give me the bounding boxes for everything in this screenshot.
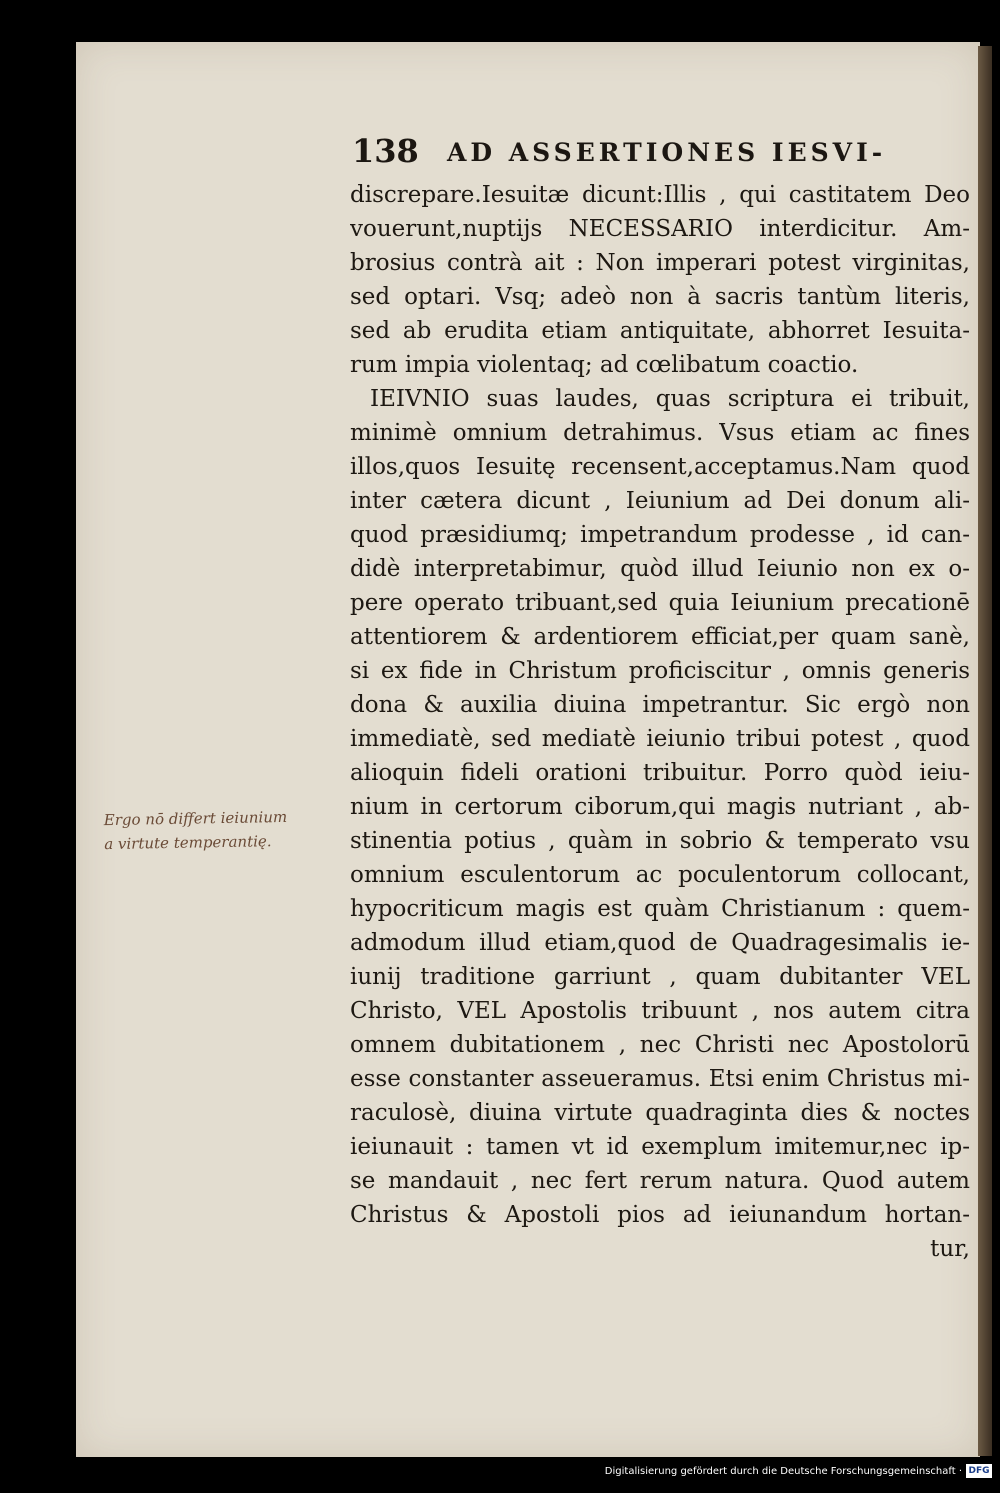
text-line: si ex fide in Christum proficiscitur , omnis generis [350,658,970,684]
text-line: didè interpretabimur, quòd illud Ieiunio non ex o- [350,556,970,582]
marginal-note-line: Ergo nō differt ieiunium [103,807,288,830]
page-header [352,132,972,172]
text-line: alioquin fideli orationi tribuitur. Porro quòd ieiu- [350,760,970,786]
text-line: quod præsidiumq; impetrandum prodesse , id can- [350,522,970,548]
text-line: attentiorem & ardentiorem efficiat,per quam sanè, [350,624,970,650]
text-line: vouerunt,nuptijs NECESSARIO interdicitur. Am- [350,216,970,242]
text-line: stinentia potius , quàm in sobrio & temperato vsu [350,828,970,854]
text-line: discrepare.Iesuitæ dicunt:Illis , qui castitatem Deo [350,182,970,208]
text-line: rum impia violentaq; ad cœlibatum coactio. [350,352,859,378]
text-line: sed optari. Vsq; adeò non à sacris tantùm literis, [350,284,970,310]
text-line: dona & auxilia diuina impetrantur. Sic ergò non [350,692,970,718]
text-line: minimè omnium detrahimus. Vsus etiam ac fines [350,420,970,446]
text-line: sed ab erudita etiam antiquitate, abhorret Iesuita- [350,318,970,344]
text-line: illos,quos Iesuitę recensent,acceptamus.Nam quod [350,454,970,480]
text-line: raculosè, diuina virtute quadraginta dies & noctes [350,1100,970,1126]
text-line: IEIVNIO suas laudes, quas scriptura ei tribuit, [370,386,970,412]
text-line: iunij traditione garriunt , quam dubitanter VEL [350,964,970,990]
page-number: 138 [352,132,419,170]
marginal-note-line: a virtute temperantię. [104,832,272,854]
text-line: inter cætera dicunt , Ieiunium ad Dei donum ali- [350,488,970,514]
text-line: Christo, VEL Apostolis tribuunt , nos autem citra [350,998,970,1024]
running-head: AD ASSERTIONES IESVI- [447,138,887,167]
text-line: immediatè, sed mediatè ieiunio tribui potest , quod [350,726,970,752]
text-line: pere operato tribuant,sed quia Ieiunium precationē [350,590,970,616]
handwritten-marginal-note [104,804,345,856]
text-line: brosius contrà ait : Non imperari potest virginitas, [350,250,970,276]
text-line: ieiunauit : tamen vt id exemplum imitemur,nec ip- [350,1134,970,1160]
text-line: omnium esculentorum ac poculentorum collocant, [350,862,970,888]
text-line: Christus & Apostoli pios ad ieiunandum hortan- [350,1202,970,1228]
digitization-credit: Digitalisierung gefördert durch die Deutsche Forschungsgemeinschaft · [604,1466,962,1477]
text-line: nium in certorum ciborum,qui magis nutriant , ab- [350,794,970,820]
text-line: omnem dubitationem , nec Christi nec Apostolorū [350,1032,970,1058]
dfg-logo: DFG [966,1464,992,1478]
text-line: admodum illud etiam,quod de Quadragesimalis ie- [350,930,970,956]
text-line: esse constanter asseueramus. Etsi enim Christus mi- [350,1066,970,1092]
text-line: se mandauit , nec fert rerum natura. Quod autem [350,1168,970,1194]
body-text [350,178,970,1266]
text-line: hypocriticum magis est quàm Christianum : quem- [350,896,970,922]
page-edge [978,46,992,1456]
catchword: tur, [930,1236,970,1262]
